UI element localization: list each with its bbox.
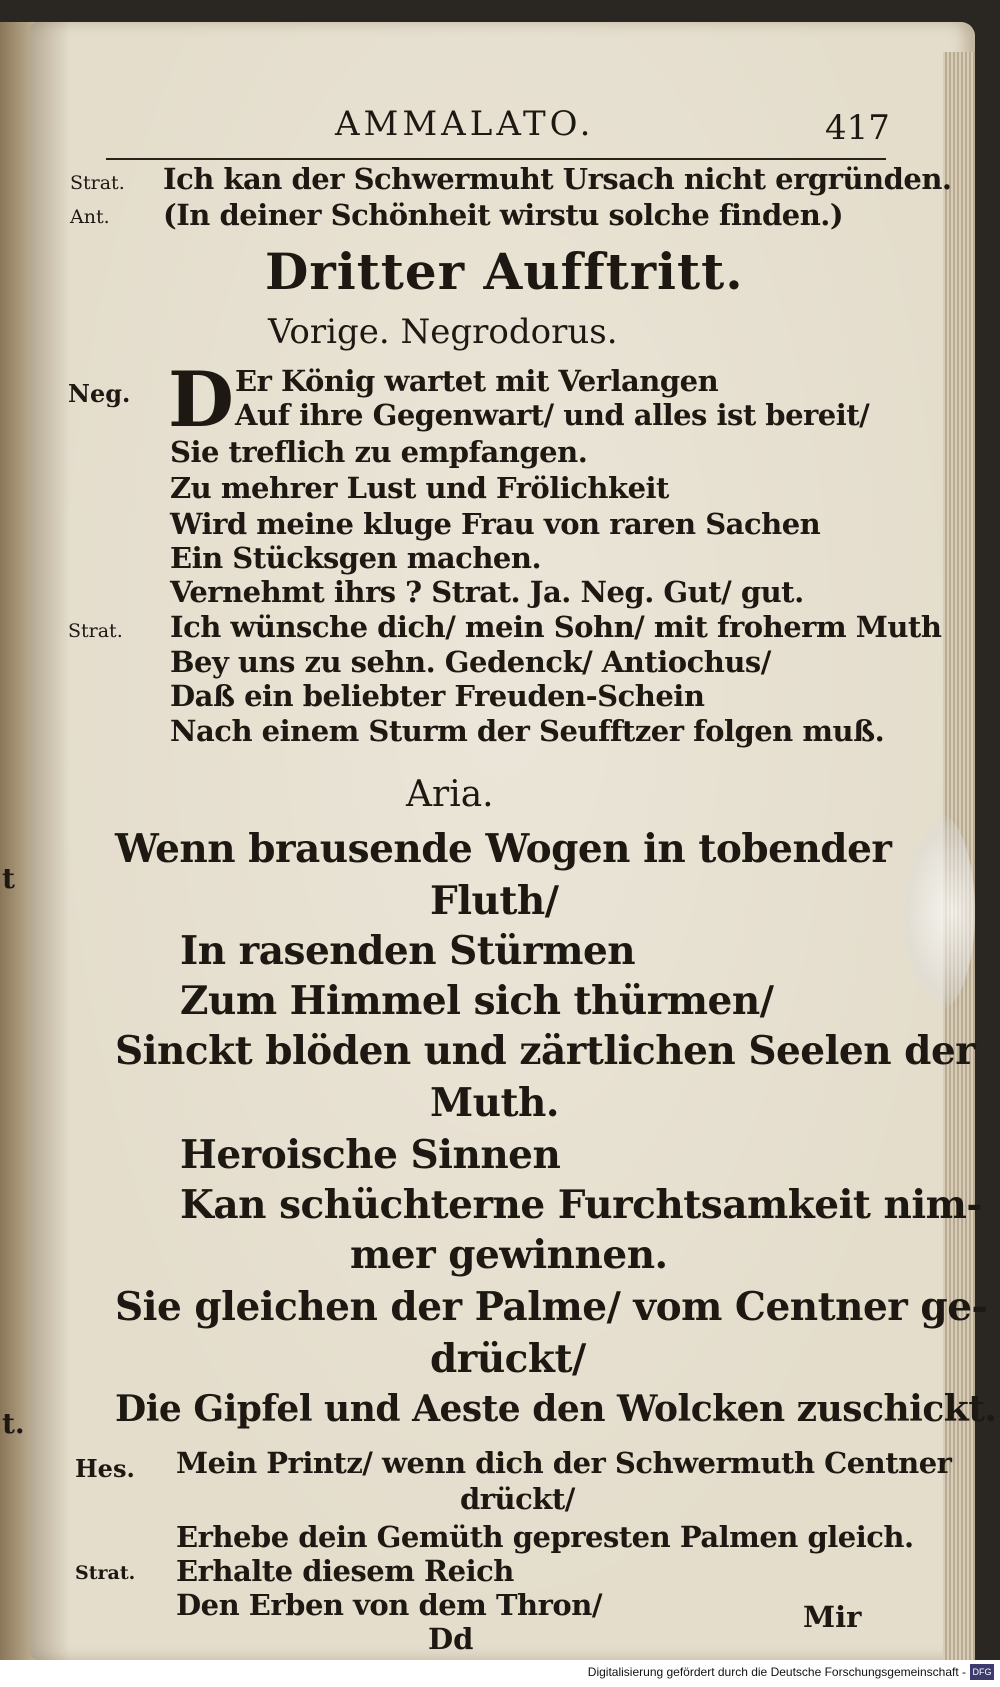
speaker-label: Strat.: [75, 1562, 136, 1584]
verse-line: drückt/: [460, 1482, 575, 1516]
aria-line: Die Gipfel und Aeste den Wolcken zuschickt.: [115, 1388, 997, 1430]
book-page: [30, 22, 997, 1660]
verse-line: Nach einem Sturm der Seufftzer folgen muß.: [170, 714, 885, 748]
verse-line: Mein Printz/ wenn dich der Schwermuth Centner: [176, 1446, 952, 1480]
glass-clip: [900, 812, 975, 1012]
scene-persons: Vorige. Negrodorus.: [268, 312, 618, 352]
aria-heading: Aria.: [406, 774, 494, 815]
gutter-fragment: t: [2, 862, 15, 895]
verse-line: (In deiner Schönheit wirstu solche finden.): [163, 198, 844, 232]
verse-line: Erhalte diesem Reich: [176, 1554, 514, 1588]
verse-line: Erhebe dein Gemüth gepresten Palmen gleich.: [176, 1520, 914, 1554]
aria-line: In rasenden Stürmen: [180, 928, 636, 974]
aria-line: mer gewinnen.: [350, 1232, 668, 1278]
verse-line: Ein Stücksgen machen.: [170, 541, 542, 575]
gutter-fragment: t.: [2, 1407, 25, 1440]
verse-line: Er König wartet mit Verlangen: [235, 364, 719, 398]
verse-line: Ich wünsche dich/ mein Sohn/ mit froherm Muth: [170, 610, 942, 644]
speaker-label: Hes.: [75, 1454, 135, 1483]
verse-line: Den Erben von dem Thron/: [176, 1588, 602, 1622]
speaker-label: Strat.: [68, 620, 123, 642]
verse-line: Daß ein beliebter Freuden-Schein: [170, 679, 705, 713]
aria-line: drückt/: [430, 1336, 586, 1382]
verse-line: Sie treflich zu empfangen.: [170, 435, 588, 469]
aria-line: Sinckt blöden und zärtlichen Seelen der: [115, 1028, 976, 1074]
verse-line: Zu mehrer Lust und Frölichkeit: [170, 471, 669, 505]
verse-line: Bey uns zu sehn. Gedenck/ Antiochus/: [170, 645, 771, 679]
drop-initial: D: [168, 355, 234, 444]
aria-line: Fluth/: [430, 878, 559, 924]
verse-line: Vernehmt ihrs ? Strat. Ja. Neg. Gut/ gut.: [170, 575, 804, 609]
aria-line: Sie gleichen der Palme/ vom Centner ge-: [115, 1284, 988, 1330]
speaker-label: Strat.: [70, 172, 125, 194]
running-title: AMMALATO.: [335, 104, 595, 144]
catchword: Mir: [803, 1600, 862, 1634]
aria-line: Zum Himmel sich thürmen/: [180, 978, 774, 1024]
aria-line: Kan schüchterne Furchtsamkeit nim-: [180, 1182, 983, 1228]
footer-credit: Digitalisierung gefördert durch die Deutsche Forschungsgemeinschaft -: [587, 1665, 966, 1679]
footer-bar: [0, 1660, 1000, 1687]
header-rule: [106, 158, 886, 160]
verse-line: Auf ihre Gegenwart/ und alles ist bereit/: [235, 398, 870, 432]
scene-title: Dritter Aufftritt.: [265, 242, 744, 301]
verse-line: Wird meine kluge Frau von raren Sachen: [170, 507, 821, 541]
speaker-label: Ant.: [70, 206, 110, 228]
aria-line: Heroische Sinnen: [180, 1132, 561, 1178]
signature-mark: Dd: [428, 1622, 474, 1656]
verse-line: Ich kan der Schwermuht Ursach nicht ergründen.: [163, 162, 952, 196]
aria-line: Muth.: [430, 1080, 559, 1126]
speaker-label: Neg.: [68, 379, 131, 408]
page-number: 417: [825, 108, 890, 148]
aria-line: Wenn brausende Wogen in tobender: [115, 826, 892, 872]
dfg-logo: DFG: [970, 1664, 994, 1680]
